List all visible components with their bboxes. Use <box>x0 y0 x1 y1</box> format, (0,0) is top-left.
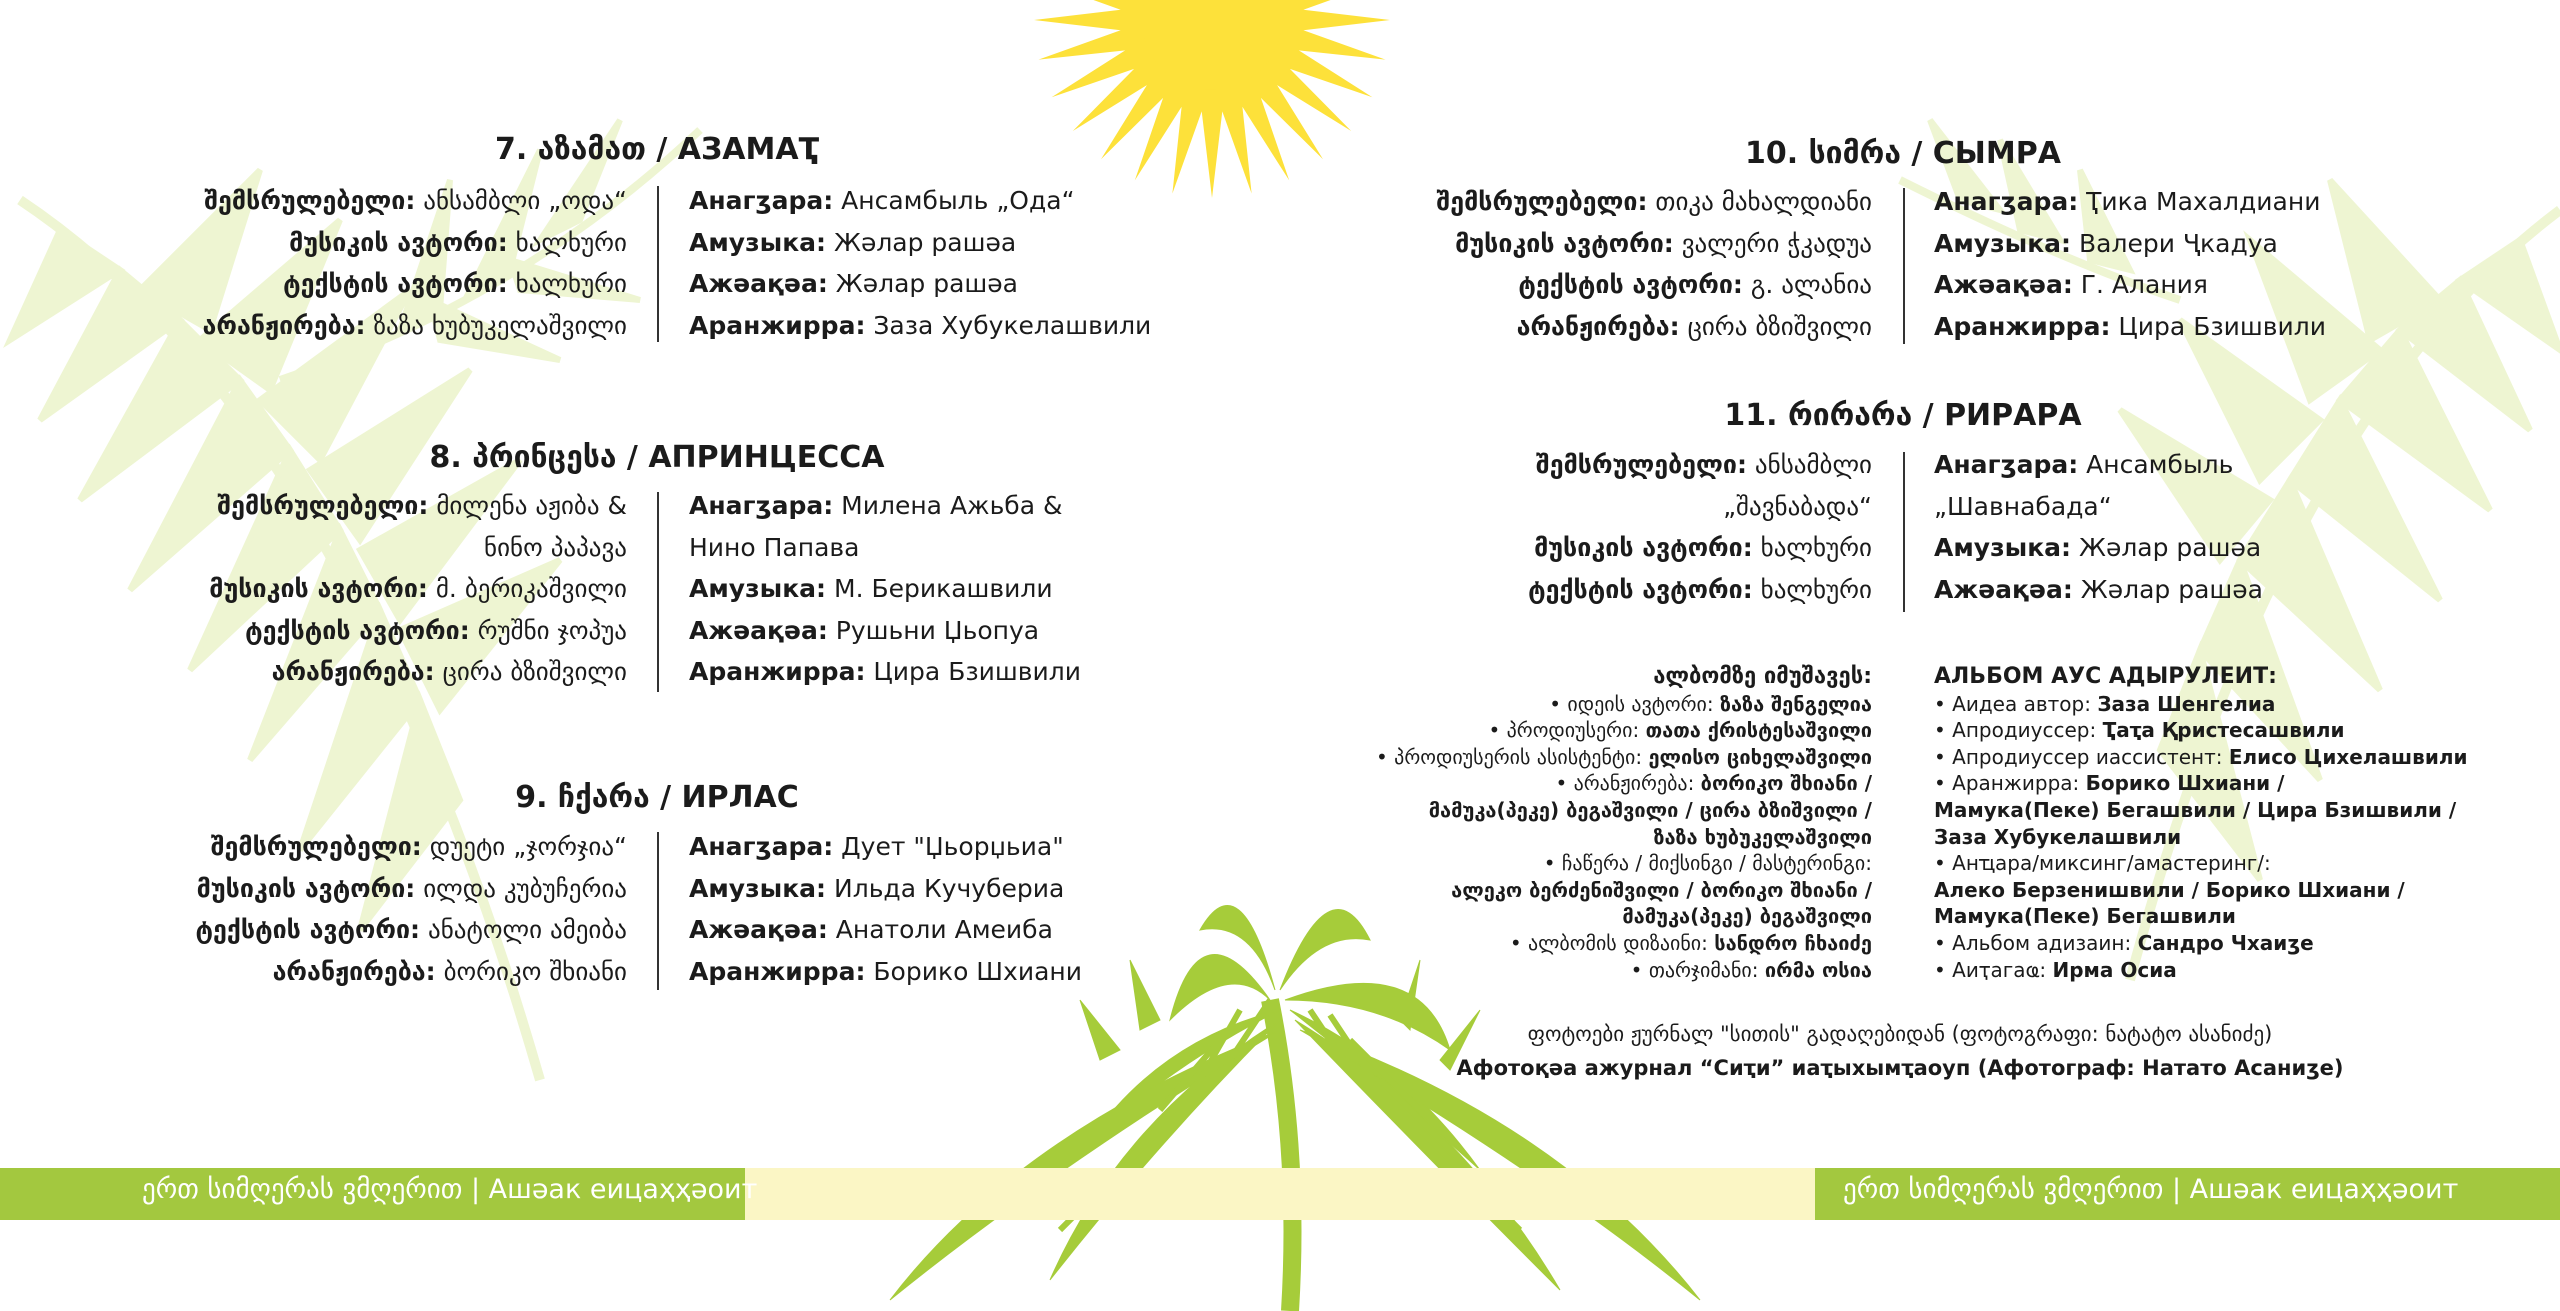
song-title: 11. რირარა / РИРАРА <box>1724 398 2082 433</box>
credit-value: Милена Ажьба & <box>833 491 1063 520</box>
credit-label: მუსიკის ავტორი: <box>209 574 428 603</box>
credit-value: Цира Бзишвили <box>865 657 1081 686</box>
credit-role: • არანჟირება: <box>1555 771 1701 796</box>
album-credit-line <box>1934 877 2468 904</box>
album-credit-line <box>1934 717 2468 744</box>
credit-value: ანსამბლი <box>1746 450 1872 479</box>
credit-person: მამუკა(პეკე) ბეგაშვილი / ცირა ბზიშვილი / <box>1428 797 1872 822</box>
credit-value: ხალხური <box>507 227 627 257</box>
credit-row <box>196 909 628 951</box>
sun-illustration <box>1034 0 1390 198</box>
credit-label: მუსიკის ავტორი: <box>1455 228 1674 258</box>
credit-role: • Апродиуссер иассистент: <box>1934 744 2229 769</box>
credits-georgian <box>209 485 627 693</box>
credit-person: სანდრო ჩხაიძე <box>1714 930 1872 955</box>
credit-person: ელისო ციხელაშვილი <box>1648 744 1872 769</box>
credit-role: • Альбом адизаин: <box>1934 930 2138 955</box>
credit-value: Нино Папава <box>689 532 860 562</box>
credit-row <box>689 909 1082 951</box>
album-credit-line <box>1376 877 1872 904</box>
credit-person: Елисо Цихелашвили <box>2228 744 2468 769</box>
credit-value: Дует "Џьорџьиа" <box>833 832 1064 861</box>
credit-row <box>1436 306 1872 348</box>
credits-georgian <box>203 180 627 346</box>
album-credit-line <box>1376 770 1872 797</box>
album-credit-line <box>1376 824 1872 851</box>
photo-credit-abkhaz: Афотоқәа ажурнал “Сиҭи” иаҭыхымҭаоуп (Афотограф: Нататo Асаниӡе) <box>1456 1056 2344 1080</box>
credit-person: Заза Шенгелиа <box>2097 691 2276 716</box>
album-credit-line <box>1934 691 2468 718</box>
credit-row <box>689 568 1081 610</box>
credit-person: Ҭаҭа Қристесашвили <box>2102 718 2345 743</box>
credit-value: ცირა ბზიშვილი <box>434 657 627 686</box>
song-title: 9. ჩქარა / ИРЛАС <box>515 780 799 815</box>
credit-value: ზაზა ხუბუკელაშვილი <box>365 310 627 340</box>
credit-value: М. Берикашвили <box>826 574 1053 603</box>
credit-role: • ალბომის დიზაინი: <box>1509 930 1715 955</box>
album-credits-heading: ალბომზე იმუშავეს: <box>1653 664 1872 689</box>
credit-value: ხალხური <box>1752 533 1872 562</box>
footer-tagline-right: ერთ სიმღერას ვმღერით | Ашәак еицаҳҳәоит <box>1843 1174 2459 1205</box>
credit-person: Мамука(Пеке) Бегашвили <box>1934 904 2236 929</box>
credit-row <box>1528 527 1872 569</box>
column-divider <box>1903 188 1905 344</box>
credit-row <box>1436 223 1872 265</box>
credit-row <box>1934 486 2263 528</box>
credit-value: გ. ალანია <box>1742 270 1872 299</box>
credit-value: Анатоли Амеиба <box>827 915 1053 944</box>
credit-label: Аранжирра: <box>689 956 866 986</box>
credit-person: ალეკო ბერძენიშვილი / ბორიკო შხიანი / <box>1451 877 1872 902</box>
credit-label: Амузыка: <box>689 227 827 257</box>
credit-row <box>1436 181 1872 223</box>
credit-label: ტექსტის ავტორი: <box>1518 270 1743 299</box>
album-credit-line <box>1934 797 2468 824</box>
album-credit-line <box>1934 744 2468 771</box>
credit-value: Жәлар рашәа <box>2072 574 2263 604</box>
credit-label: მუსიკის ავტორი: <box>1534 533 1753 562</box>
album-credit-line <box>1376 850 1872 877</box>
credit-value: Ансамбыль <box>2078 450 2234 479</box>
credit-value: Г. Алания <box>2072 270 2208 299</box>
credit-row <box>1528 444 1872 486</box>
credit-value: Ҭика Махалдиани <box>2078 187 2321 216</box>
credit-label: Амузыка: <box>689 574 827 603</box>
credit-row <box>689 826 1082 868</box>
credit-role: • Анҵара/миксинг/амастеринг/: <box>1934 851 2271 876</box>
credits-georgian <box>1528 444 1872 610</box>
credit-label: Аранжирра: <box>689 657 866 686</box>
credit-person: Алеко Берзенишвили / Борико Шхиани / <box>1934 877 2405 902</box>
credit-person: Борико Шхиани / <box>2085 771 2285 796</box>
credit-value: Заза Хубукелашвили <box>865 310 1152 340</box>
credit-role: • Апродиуссер: <box>1934 718 2103 743</box>
credit-row <box>689 651 1081 693</box>
credit-value: დუეტი „ჯორჯია“ <box>421 832 627 861</box>
song-title: 8. პრინცესა / АПРИНЦЕССА <box>429 440 885 475</box>
credit-value: მ. ბერიკაშვილი <box>427 574 627 603</box>
credit-role: • იდეის ავტორი: <box>1549 691 1720 716</box>
album-credit-line <box>1934 903 2468 930</box>
credit-role: • ჩაწერა / მიქსინგი / მასტერინგი: <box>1543 851 1872 876</box>
credit-value: Валери Ҷкадуа <box>2071 228 2278 258</box>
credit-row <box>1934 527 2263 569</box>
credit-role: • Аиҭагаҩ: <box>1934 957 2053 982</box>
credit-row <box>1528 486 1872 528</box>
song-title: 7. აზამათ / АЗАМАҬ <box>494 132 820 167</box>
credit-value: ბორიკო შხიანი <box>435 956 627 986</box>
credit-label: ტექსტის ავტორი: <box>1528 574 1753 604</box>
credit-value: Ильда Кучубериа <box>826 873 1065 903</box>
album-credit-line <box>1934 850 2468 877</box>
credit-row <box>689 527 1081 569</box>
credit-value: ვალერი ჭკადუა <box>1673 228 1872 258</box>
credit-row <box>209 651 627 693</box>
credit-label: Ажәақәа: <box>689 915 828 944</box>
credit-row <box>203 222 627 264</box>
credit-row <box>689 610 1081 652</box>
credit-row <box>1934 181 2326 223</box>
credit-label: Анагӡара: <box>689 491 834 520</box>
credit-role: • პროდიუსერი: <box>1488 718 1646 743</box>
footer-tagline-left: ერთ სიმღერას ვმღერით | Ашәак еицаҳҳәоит <box>142 1174 758 1205</box>
column-divider <box>1903 452 1905 612</box>
album-credit-line <box>1376 744 1872 771</box>
credit-label: არანჟირება: <box>271 657 435 686</box>
credit-person: ზაზა შენგელია <box>1719 691 1872 716</box>
column-divider <box>657 492 659 692</box>
credit-label: მუსიკის ავტორი: <box>196 873 416 903</box>
album-credits-abkhaz <box>1934 664 2468 983</box>
credit-value: ილდა კუბუჩერია <box>415 873 627 903</box>
credit-row <box>1934 444 2263 486</box>
credit-label: შემსრულებელი: <box>1535 450 1747 479</box>
credit-row <box>689 263 1151 305</box>
credit-person: Ирма Осиа <box>2052 957 2177 982</box>
credit-label: Амузыка: <box>1934 228 2072 258</box>
credit-label: Амузыка: <box>689 873 827 903</box>
credit-role: • თარჯიმანი: <box>1630 957 1765 982</box>
credit-row <box>209 527 627 569</box>
credit-row <box>209 610 627 652</box>
column-divider <box>657 832 659 990</box>
album-credit-line <box>1376 903 1872 930</box>
credit-label: ტექსტის ავტორი: <box>195 915 421 944</box>
credit-row <box>689 305 1151 347</box>
credit-value: „შავნაბადა“ <box>1723 491 1872 521</box>
credit-row <box>196 868 628 910</box>
album-credit-line <box>1934 957 2468 984</box>
credit-role: • პროდიუსერის ასისტენტი: <box>1376 744 1649 769</box>
credit-row <box>209 568 627 610</box>
credit-value: თიკა მახალდიანი <box>1647 187 1872 216</box>
credit-person: ბორიკო შხიანი / <box>1700 771 1872 796</box>
credit-value: Рушьни Џьопуа <box>827 615 1040 645</box>
credit-value: Жәлар рашәа <box>826 227 1017 257</box>
credit-row <box>196 951 628 993</box>
album-credit-line <box>1376 717 1872 744</box>
album-credits-georgian <box>1376 664 1872 983</box>
credits-abkhaz <box>1934 444 2263 610</box>
credit-value: ხალხური <box>507 269 627 298</box>
credit-person: Мамука(Пеке) Бегашвили / Цира Бзишвили / <box>1934 797 2457 822</box>
credit-value: Ансамбыль „Ода“ <box>833 186 1075 215</box>
credit-label: შემსრულებელი: <box>204 186 416 215</box>
credit-value: Цира Бзишвили <box>2110 311 2326 341</box>
album-credit-line <box>1376 930 1872 957</box>
credit-person: თათა ქრისტესაშვილი <box>1645 718 1872 743</box>
credit-label: მუსიკის ავტორი: <box>289 227 508 257</box>
credits-abkhaz <box>689 485 1081 693</box>
credit-role: • Аранжирра: <box>1934 771 2086 796</box>
credit-row <box>203 263 627 305</box>
credit-row <box>1934 306 2326 348</box>
song-title: 10. სიმრა / СЫМРА <box>1745 136 2061 171</box>
album-credit-line <box>1934 824 2468 851</box>
credit-label: ტექსტის ავტორი: <box>245 615 470 645</box>
credit-label: არანჟირება: <box>272 956 436 986</box>
album-credit-line <box>1376 797 1872 824</box>
credit-row <box>203 305 627 347</box>
credit-value: ნინო პაპავა <box>484 532 627 562</box>
album-credit-line <box>1934 770 2468 797</box>
credit-label: Ажәақәа: <box>689 615 828 645</box>
credit-person: ზაზა ხუბუკელაშვილი <box>1653 824 1872 849</box>
credit-label: Амузыка: <box>1934 533 2072 562</box>
credit-value: ანატოლი ამეიბა <box>420 915 627 944</box>
credit-label: არანჟირება: <box>202 310 366 340</box>
column-divider <box>657 186 659 342</box>
credits-abkhaz <box>689 826 1082 992</box>
photo-credit-georgian: ფოტოები ჟურნალ "სითის" გადაღებიდან (ფოტოგრაფი: ნატატო ასანიძე) <box>1527 1022 2273 1046</box>
credit-person: ირმა ოსია <box>1764 957 1872 982</box>
credit-label: Анагӡара: <box>689 186 834 215</box>
credit-label: არანჟირება: <box>1516 311 1680 341</box>
credit-value: ანსამბლი „ოდა“ <box>415 186 627 215</box>
credit-row <box>1934 264 2326 306</box>
album-credit-line <box>1376 957 1872 984</box>
credits-georgian <box>1436 181 1872 347</box>
credit-label: Анагӡара: <box>1934 450 2079 479</box>
credit-value: Борико Шхиани <box>865 956 1082 986</box>
album-credits-heading: АЛЬБОМ АУС АДЫРУЛЕИТ: <box>1934 664 2277 689</box>
credit-row <box>689 485 1081 527</box>
credit-label: შემსრულებელი: <box>210 832 422 861</box>
credit-person: Заза Хубукелашвили <box>1934 824 2182 849</box>
credit-value: რუშნი ჯოპუა <box>469 615 627 645</box>
credit-label: Ажәақәа: <box>1934 574 2073 604</box>
credit-value: „Шавнабада“ <box>1934 491 2112 521</box>
credit-label: Ажәақәа: <box>1934 270 2073 299</box>
credit-row <box>689 951 1082 993</box>
credit-value: Жәлар рашәа <box>827 269 1018 298</box>
credit-row <box>1934 569 2263 611</box>
credits-abkhaz <box>689 180 1151 346</box>
credit-label: Аранжирра: <box>1934 311 2111 341</box>
album-credit-line <box>1934 930 2468 957</box>
credit-role: • Аидеа автор: <box>1934 691 2098 716</box>
credit-row <box>1436 264 1872 306</box>
credit-row <box>689 868 1082 910</box>
credit-value: მილენა აჟიბა & <box>428 491 627 520</box>
credit-row <box>1934 223 2326 265</box>
credit-value: ხალხური <box>1752 574 1872 604</box>
credit-row <box>1528 569 1872 611</box>
credit-label: შემსრულებელი: <box>1436 187 1648 216</box>
credit-value: ცირა ბზიშვილი <box>1679 311 1872 341</box>
credit-label: ტექსტის ავტორი: <box>283 269 508 298</box>
footer-band-middle <box>745 1168 1815 1220</box>
credit-label: Аранжирра: <box>689 310 866 340</box>
album-credit-line <box>1376 691 1872 718</box>
credit-row <box>209 485 627 527</box>
credit-row <box>203 180 627 222</box>
credit-person: მამუკა(პეკე) ბეგაშვილი <box>1622 904 1872 929</box>
credit-row <box>689 222 1151 264</box>
credit-label: Ажәақәа: <box>689 269 828 298</box>
credits-abkhaz <box>1934 181 2326 347</box>
credit-value: Жәлар рашәа <box>2071 533 2262 562</box>
credit-person: Сандро Чхаиӡе <box>2137 930 2314 955</box>
credits-georgian <box>196 826 628 992</box>
credit-label: შემსრულებელი: <box>217 491 429 520</box>
credit-label: Анагӡара: <box>689 832 834 861</box>
credit-label: Анагӡара: <box>1934 187 2079 216</box>
credit-row <box>196 826 628 868</box>
credit-row <box>689 180 1151 222</box>
